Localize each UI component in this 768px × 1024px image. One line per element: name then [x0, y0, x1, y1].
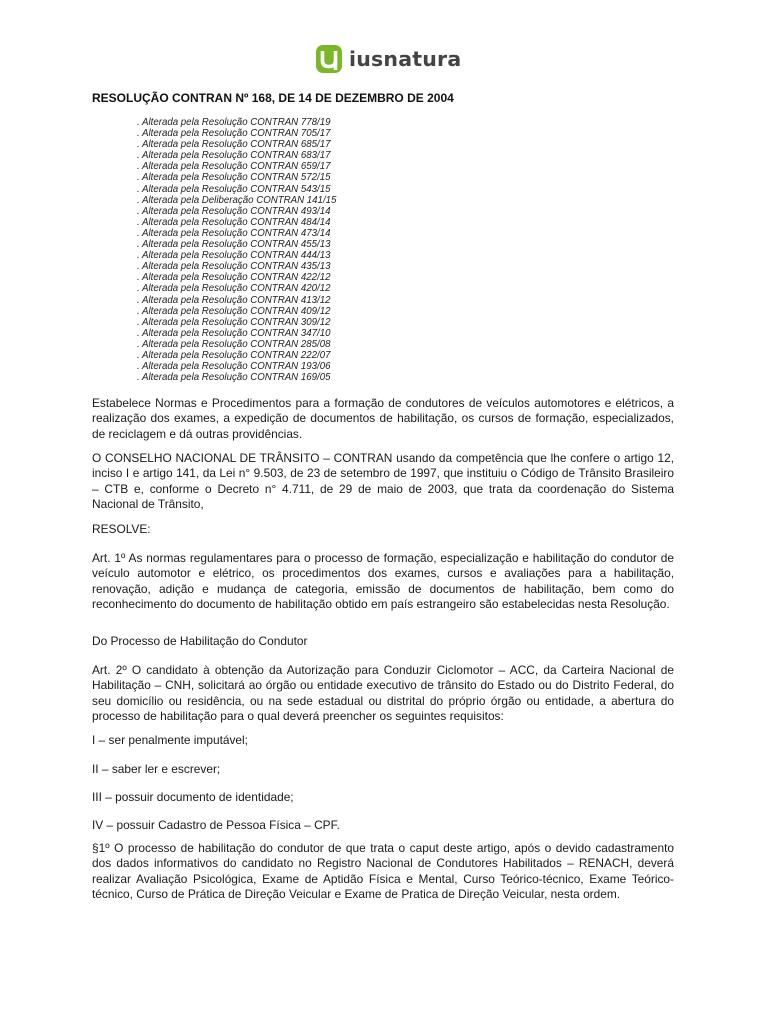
- article-2-paragraph: Art. 2º O candidato à obtenção da Autorização para Conduzir Ciclomotor – ACC, da Carteira Nacional de Habilitação – CNH, solicitará ao órgão ou entidade executivo de trânsito do Estado ou do Distrito Federal, do seu domicílio ou residência, ou na sede estadual ou distrital do próprio órgão ou entidade, a abertura do processo de habilitação para o qual deverá preencher os seguintes requisitos:: [92, 663, 674, 724]
- amendment-item: . Alterada pela Resolução CONTRAN 413/12: [137, 294, 331, 306]
- amendment-item: . Alterada pela Resolução CONTRAN 778/19: [137, 117, 331, 128]
- iusnatura-logo-icon: [316, 45, 342, 73]
- preamble-paragraph: O CONSELHO NACIONAL DE TRÂNSITO – CONTRAN usando da competência que lhe confere o artigo 12, inciso I e artigo 141, da Lei n° 9.503, de 23 de setembro de 1997, que instituiu o Código de Trânsito Brasileiro – CTB e, conforme o Decreto n° 4.711, de 29 de maio de 2003, que trata da coordenação do Sistema Nacional de Trânsito,: [92, 451, 674, 512]
- amendment-item: . Alterada pela Resolução CONTRAN 572/15: [137, 172, 331, 184]
- amendment-item: . Alterada pela Resolução CONTRAN 705/17: [137, 128, 331, 140]
- amendment-item: . Alterada pela Resolução CONTRAN 169/05: [137, 372, 331, 384]
- amendment-item: . Alterada pela Resolução CONTRAN 493/14: [137, 205, 331, 217]
- amendment-item: . Alterada pela Resolução CONTRAN 685/17: [137, 139, 331, 151]
- resolve-heading: RESOLVE:: [92, 522, 151, 536]
- amendment-item: . Alterada pela Resolução CONTRAN 484/14: [137, 216, 331, 228]
- amendment-item: . Alterada pela Resolução CONTRAN 422/12: [137, 272, 331, 284]
- article-1-paragraph: Art. 1º As normas regulamentares para o processo de formação, especialização e habilitação do condutor de veículo automotor e elétrico, os procedimentos dos exames, cursos e avaliações para a habilitação, renovação, adição e mudança de categoria, emissão de documentos de habilitação, bem como do reconhecimento do documento de habilitação obtido em país estrangeiro são estabelecidas nesta Resolução.: [92, 551, 674, 612]
- amendment-item: . Alterada pela Resolução CONTRAN 659/17: [137, 161, 331, 173]
- amendment-item: . Alterada pela Resolução CONTRAN 222/07: [137, 349, 331, 361]
- requirement-item-3: III – possuir documento de identidade;: [92, 790, 294, 804]
- amendment-item: . Alterada pela Resolução CONTRAN 420/12: [137, 283, 331, 295]
- amendment-item: . Alterada pela Resolução CONTRAN 435/13: [137, 261, 331, 273]
- amendment-item: . Alterada pela Resolução CONTRAN 409/12: [137, 305, 331, 317]
- requirement-item-1: I – ser penalmente imputável;: [92, 733, 248, 747]
- requirement-item-2: II – saber ler e escrever;: [92, 762, 221, 776]
- amendment-item: . Alterada pela Resolução CONTRAN 285/08: [137, 338, 331, 350]
- paragraph-1-section: §1º O processo de habilitação do condutor de que trata o caput deste artigo, após o devido cadastramento dos dados informativos do candidato no Registro Nacional de Condutores Habilitados – RENACH, deverá realizar Avaliação Psicológica, Exame de Aptidão Física e Mental, Curso Teórico-técnico, Exame Teórico-técnico, Curso de Prática de Direção Veicular e Exame de Pratica de Direção Veicular, nesta ordem.: [92, 841, 674, 902]
- amendment-item: . Alterada pela Resolução CONTRAN 309/12: [137, 316, 331, 328]
- amendment-item: . Alterada pela Resolução CONTRAN 193/06: [137, 361, 331, 373]
- section-heading: Do Processo de Habilitação do Condutor: [92, 634, 308, 648]
- amendment-item: . Alterada pela Resolução CONTRAN 444/13: [137, 250, 331, 262]
- amendment-item: . Alterada pela Resolução CONTRAN 473/14: [137, 227, 331, 239]
- amendment-item: . Alterada pela Resolução CONTRAN 455/13: [137, 239, 331, 251]
- document-title: RESOLUÇÃO CONTRAN Nº 168, DE 14 DE DEZEMBRO DE 2004: [92, 91, 454, 105]
- requirement-item-4: IV – possuir Cadastro de Pessoa Física – CPF.: [92, 818, 340, 832]
- brand-name: iusnatura: [349, 47, 462, 71]
- summary-paragraph: Estabelece Normas e Procedimentos para a formação de condutores de veículos automotores e elétricos, a realização dos exames, a expedição de documentos de habilitação, os cursos de formação, especializados, de reciclagem e dá outras providências.: [92, 396, 674, 441]
- brand-logo[interactable]: [316, 44, 461, 74]
- amendment-item: . Alterada pela Deliberação CONTRAN 141/15: [137, 194, 337, 206]
- amendment-item: . Alterada pela Resolução CONTRAN 543/15: [137, 183, 331, 195]
- amendment-item: . Alterada pela Resolução CONTRAN 347/10: [137, 327, 331, 339]
- amendment-item: . Alterada pela Resolução CONTRAN 683/17: [137, 150, 331, 162]
- amendment-list: [137, 117, 336, 383]
